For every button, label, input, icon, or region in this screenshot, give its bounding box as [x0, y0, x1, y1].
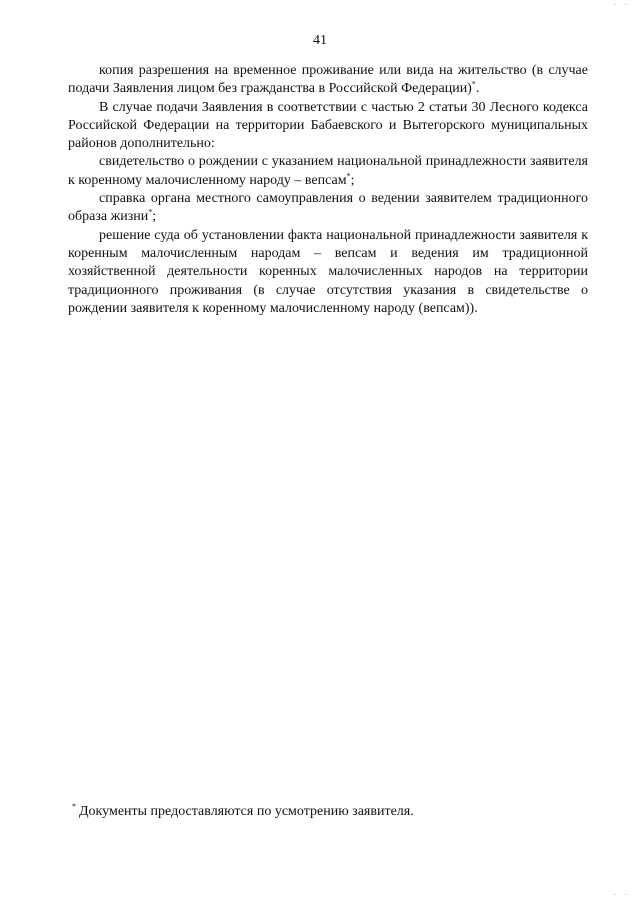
paragraph-forest-code — [68, 99, 588, 154]
paragraph-text: В случае подачи Заявления в соответствии с частью 2 статьи 30 Лесного кодекса Российской Федерации на территории Бабаевского и Вытегорского муниципальных районов дополнительно: — [68, 99, 588, 152]
paragraph-tail: ; — [152, 209, 157, 225]
paragraph-text: решение суда об установлении факта национальной принадлежности заявителя к коренным малочисленным народам – вепсам и ведения им традиционной хозяйственной деятельности коренных малочисленных народов на территории традиционного проживания (в случае отсутствия указания в свидетельстве о рождении заявителя к коренному малочисленному народу (вепсам)). — [68, 227, 588, 316]
footnote-text: Документы предоставляются по усмотрению заявителя. — [79, 804, 414, 819]
scan-mark-top: · · — [613, 0, 630, 9]
footnote — [72, 803, 592, 821]
footnote-marker: * — [148, 207, 153, 217]
paragraph-tail: . — [475, 81, 480, 97]
paragraph-residence-permit — [68, 62, 588, 99]
page-number: 41 — [313, 33, 327, 48]
paragraph-local-authority-certificate — [68, 190, 588, 227]
paragraph-text: справка органа местного самоуправления о ведении заявителем традиционного образа жизни — [68, 191, 588, 225]
paragraph-tail: ; — [350, 172, 355, 188]
footnote-marker: * — [471, 79, 476, 89]
paragraph-text: свидетельство о рождении с указанием национальной принадлежности заявителя к коренному малочисленному народу – вепсам — [68, 154, 588, 188]
scan-mark-bottom: · · — [613, 890, 630, 899]
footnote-marker: * — [72, 802, 76, 812]
document-body — [68, 62, 588, 318]
footnote-marker: * — [346, 171, 351, 181]
paragraph-court-decision — [68, 227, 588, 318]
paragraph-text: копия разрешения на временное проживание или вида на жительство (в случае подачи Заявления лицом без гражданства в Российской Федерации) — [68, 63, 588, 97]
paragraph-birth-certificate — [68, 153, 588, 190]
